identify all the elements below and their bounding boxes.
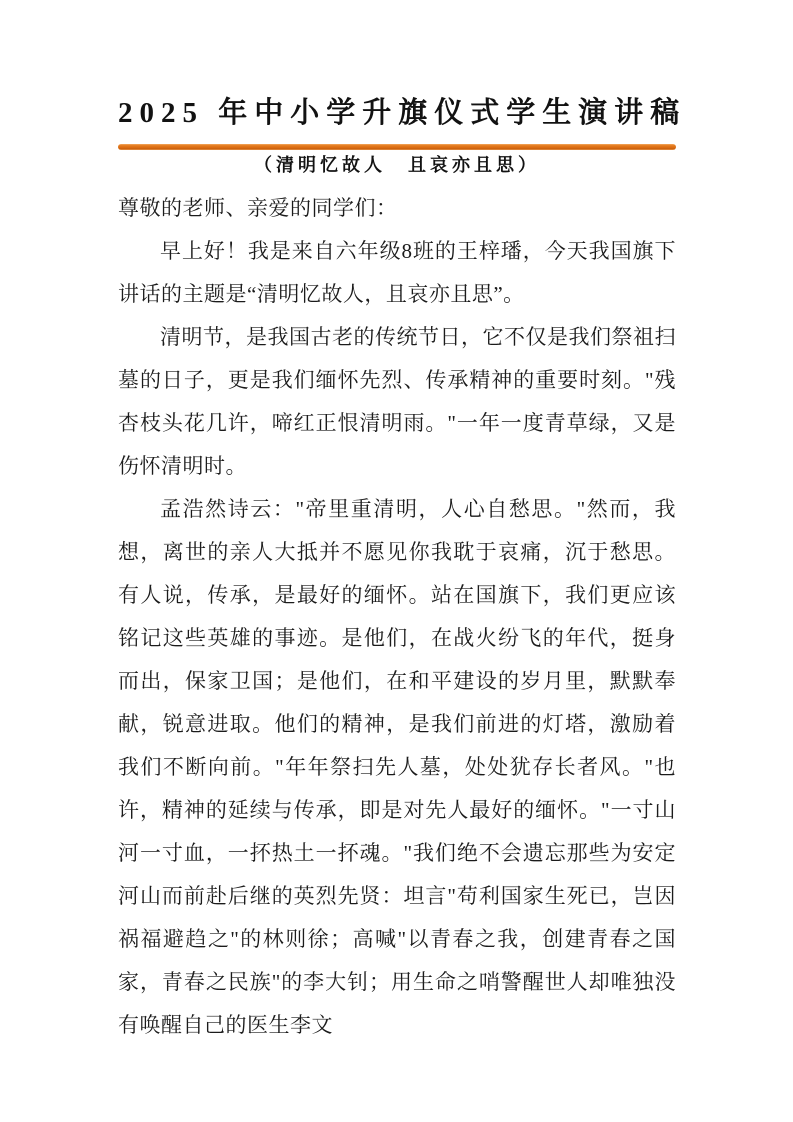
document-subtitle: （清明忆故人 且哀亦且思） (254, 155, 540, 175)
title-divider-line (118, 144, 676, 150)
body-paragraph: 清明节，是我国古老的传统节日，它不仅是我们祭祖扫墓的日子，更是我们缅怀先烈、传承精神的重要时刻。"残杏枝头花几许，啼红正恨清明雨。"一年一度青草绿，又是伤怀清明时。 (118, 325, 676, 478)
salutation-paragraph: 尊敬的老师、亲爱的同学们： (118, 196, 398, 220)
body-paragraph: 早上好！我是来自六年级8班的王梓璠，今天我国旗下讲话的主题是“清明忆故人，且哀亦且思”。 (118, 239, 676, 306)
document-title: 2025 年中小学升旗仪式学生演讲稿 (118, 97, 687, 129)
document-body (118, 187, 676, 1047)
body-paragraph: 孟浩然诗云："帝里重清明，人心自愁思。"然而，我想，离世的亲人大抵并不愿见你我耽于哀痛，沉于愁思。有人说，传承，是最好的缅怀。站在国旗下，我们更应该铭记这些英雄的事迹。是他们，在战火纷飞的年代，挺身而出，保家卫国；是他们，在和平建设的岁月里，默默奉献，锐意进取。他们的精神，是我们前进的灯塔，激励着我们不断向前。"年年祭扫先人墓，处处犹存长者风。"也许，精神的延续与传承，即是对先人最好的缅怀。"一寸山河一寸血，一抔热土一抔魂。"我们绝不会遗忘那些为安定河山而前赴后继的英烈先贤：坦言"苟利国家生死已，岂因祸福避趋之"的林则徐；高喊"以青春之我，创建青春之国家，青春之民族"的李大钊；用生命之哨警醒世人却唯独没有唤醒自己的医生李文 (118, 497, 676, 1037)
